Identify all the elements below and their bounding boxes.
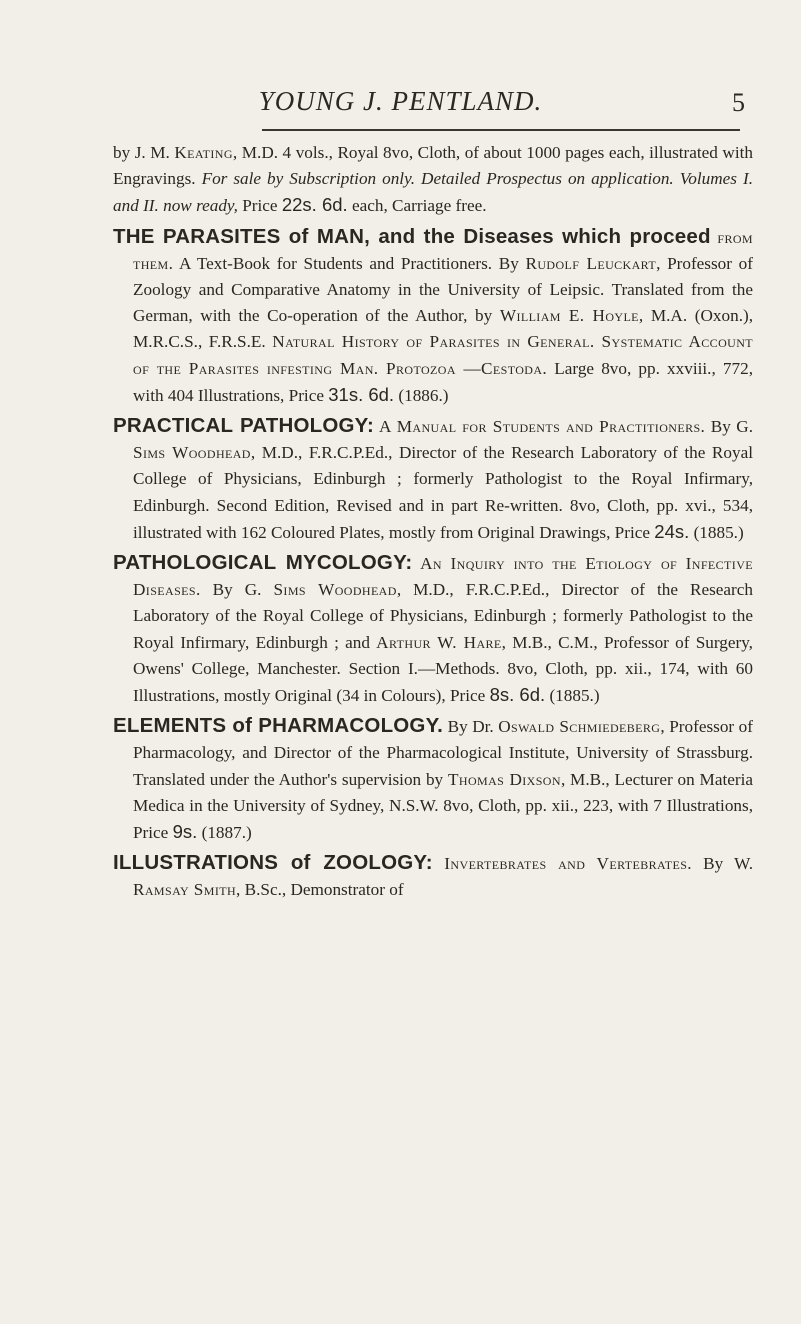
publisher-heading: YOUNG J. PENTLAND. — [258, 86, 543, 116]
header-rule — [262, 129, 740, 131]
book-title: PATHOLOGICAL MYCOLOGY: — [113, 551, 413, 575]
book-title: THE PARASITES of MAN, and the Diseases which proceed — [113, 224, 711, 248]
author-name: Keating — [174, 143, 233, 162]
book-title: ELEMENTS of PHARMACOLOGY. — [113, 714, 444, 738]
author-name: Oswald Schmiedeberg — [498, 717, 661, 737]
book-title: ILLUSTRATIONS of ZOOLOGY: — [113, 851, 433, 875]
volume-contents: Natural History of Parasites in General. Systematic Account of the Parasites infesting Man. Protozoa —Cestoda. — [133, 332, 753, 378]
subscription-note: For sale by Subscription only. Detailed Prospectus on application. Volumes I. and II. now ready, — [113, 169, 753, 216]
listing-parasites-of-man: THE PARASITES of MAN, and the Diseases which proceed from them. A Text-Book for Students and Practitioners. By Rudolf Leuckart, Professor of Zoology and Comparative Anatomy in the University of Leipsic. Translated from the German, with the Co-operation of the Author, by William E. Hoyle, M.A. (Oxon.), M.R.C.S., F.R.S.E. Natural History of Parasites in General. Systematic Account of the Parasites infesting Man. Protozoa —Cestoda. Large 8vo, pp. xxviii., 772, with 404 Illustrations, Price 31s. 6d. (1886.) — [113, 224, 754, 405]
price: 8s. 6d. — [489, 684, 546, 706]
coauthor-name: Arthur W. Hare — [376, 632, 502, 652]
translator-name: Thomas Dixson — [447, 769, 561, 789]
advertisement-list — [113, 140, 753, 908]
listing-elements-of-pharmacology: ELEMENTS of PHARMACOLOGY. By Dr. Oswald Schmiedeberg, Professor of Pharmacology, and Director of the Pharmacological Institute, University of Strassburg. Translated under the Author's supervision by Thomas Dixson, M.B., Lecturer on Materia Medica in the University of Sydney, N.S.W. 8vo, Cloth, pp. xii., 223, with 7 Illustrations, Price 9s. (1887.) — [113, 714, 754, 843]
author-name: Ramsay Smith — [133, 880, 237, 900]
listing-practical-pathology: PRACTICAL PATHOLOGY: A Manual for Students and Practitioners. By G. Sims Woodhead, M.D., F.R.C.P.Ed., Director of the Research Laboratory of the Royal College of Physicians, Edinburgh ; formerly Pathologist to the Royal Infirmary, Edinburgh. Second Edition, Revised and in part Re-written. 8vo, Cloth, pp. xvi., 534, illustrated with 162 Coloured Plates, mostly from Original Drawings, Price 24s. (1885.) — [113, 414, 753, 542]
author-name: Rudolf Leuckart — [525, 253, 657, 273]
book-title: PRACTICAL PATHOLOGY: — [113, 414, 375, 438]
listing-pathological-mycology: PATHOLOGICAL MYCOLOGY: An Inquiry into the Etiology of Infective Diseases. By G. Sims Woodhead, M.D., F.R.C.P.Ed., Director of the Research Laboratory of the Royal College of Physicians, Edinburgh ; formerly Pathologist to the Royal Infirmary, Edinburgh ; and Arthur W. Hare, M.B., C.M., Professor of Surgery, Owens' College, Manchester. Section I.—Methods. 8vo, Cloth, pp. xii., 174, with 60 Illustrations, mostly Original (34 in Colours), Price 8s. 6d. (1885.) — [113, 551, 753, 706]
author-name: Sims Woodhead — [273, 580, 397, 600]
translator-name: William E. Hoyle — [499, 306, 639, 326]
author-name: Sims Woodhead — [133, 443, 251, 463]
price: 24s. — [654, 520, 690, 542]
listing-continuation: by J. M. Keating, M.D. 4 vols., Royal 8vo, Cloth, of about 1000 pages each, illustrated with Engravings. For sale by Subscription only. Detailed Prospectus on application. Volumes I. and II. now ready, Price 22s. 6d. each, Carriage free. — [113, 143, 753, 216]
price: 31s. 6d. — [328, 383, 395, 405]
price: 22s. 6d. — [281, 194, 348, 216]
price: 9s. — [172, 821, 198, 843]
listing-illustrations-of-zoology: ILLUSTRATIONS of ZOOLOGY: Invertebrates and Vertebrates. By W. Ramsay Smith, B.Sc., Demonstrator of — [113, 851, 754, 900]
running-head — [0, 86, 801, 126]
page-number: 5 — [732, 88, 745, 117]
